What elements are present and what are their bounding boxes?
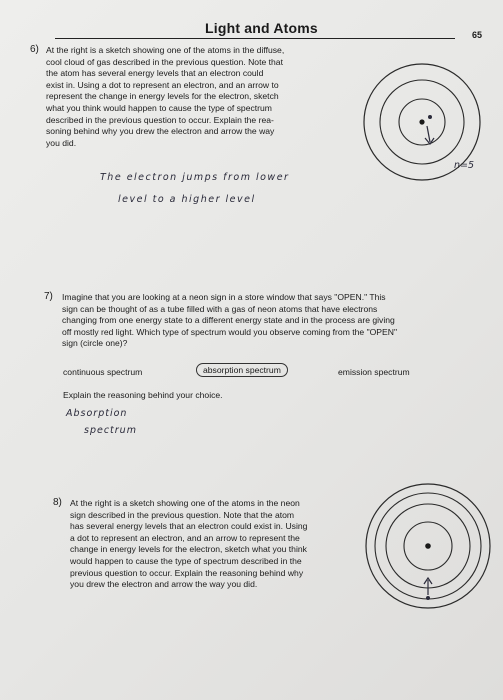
q8-atom-sketch [360, 478, 496, 614]
q7-line: sign can be thought of as a tube filled with a gas of neon atoms that have electrons [62, 303, 378, 314]
page-title: Light and Atoms [205, 20, 318, 36]
q8-line: a dot to represent an electron, and an arrow to represent the [70, 532, 300, 543]
q6-line: exist in. Using a dot to represent an electron, and an arrow to [46, 79, 279, 90]
option-continuous-spectrum[interactable]: continuous spectrum [63, 367, 143, 377]
q6-answer-line: The electron jumps from lower [100, 172, 290, 183]
q7-number: 7) [44, 291, 53, 302]
q7-line: Imagine that you are looking at a neon sign in a store window that says "OPEN." This [62, 292, 386, 302]
q8-line: you drew the electron and arrow the way you did. [70, 579, 258, 590]
q8-line: would happen to cause the type of spectrum described in the [70, 555, 302, 566]
q6-margin-note: n=5 [454, 160, 475, 171]
nucleus-dot [419, 119, 424, 124]
q6-line: what you think would happen to cause the type of spectrum [46, 102, 272, 113]
electron-dot [428, 115, 432, 119]
q8-line: At the right is a sketch showing one of the atoms in the neon [70, 498, 300, 508]
q8-number: 8) [53, 497, 62, 508]
q6-line: you did. [46, 137, 77, 148]
option-absorption-spectrum[interactable]: absorption spectrum [196, 363, 288, 377]
q8-line: previous question to occur. Explain the reasoning behind why [70, 567, 304, 578]
q6-line: represent the change in energy levels for the electron, sketch [46, 91, 279, 102]
q6-line: soning behind why you drew the electron and arrow the way [46, 126, 275, 137]
nucleus-dot [425, 543, 431, 549]
q7-line: changing from one energy state to a different energy state and in the process are giving [62, 315, 395, 326]
q8-text [70, 498, 307, 591]
q6-answer-line: level to a higher level [118, 194, 256, 205]
q7-text [62, 292, 397, 350]
q6-number: 6) [30, 44, 39, 55]
option-emission-spectrum[interactable]: emission spectrum [338, 367, 410, 377]
page-number: 65 [472, 30, 483, 40]
q6-text [46, 45, 284, 149]
q7-explain-prompt: Explain the reasoning behind your choice. [63, 390, 223, 400]
q6-line: described in the previous question to occur. Explain the rea- [46, 114, 274, 125]
q7-answer-line: spectrum [84, 425, 137, 436]
q7-answer-line: Absorption [66, 408, 128, 419]
q6-line: cool cloud of gas described in the previous question. Note that [46, 56, 283, 67]
q6-line: At the right is a sketch showing one of the atoms in the diffuse, [46, 45, 285, 55]
q6-atom-sketch [356, 58, 486, 186]
q8-line: change in energy levels for the electron, sketch what you think [70, 544, 307, 555]
electron-dot [426, 596, 430, 600]
q8-line: has several energy levels that an electron could exist in. Using [70, 521, 308, 532]
q7-line: sign (circle one)? [62, 338, 128, 349]
q7-line: off mostly red light. Which type of spectrum would you observe coming from the "OPEN" [62, 326, 398, 337]
q8-line: sign described in the previous question. Note that the atom [70, 509, 295, 520]
q6-line: the atom has several energy levels that an electron could [46, 68, 264, 79]
transition-arrow [427, 126, 430, 142]
header-rule [55, 38, 455, 39]
